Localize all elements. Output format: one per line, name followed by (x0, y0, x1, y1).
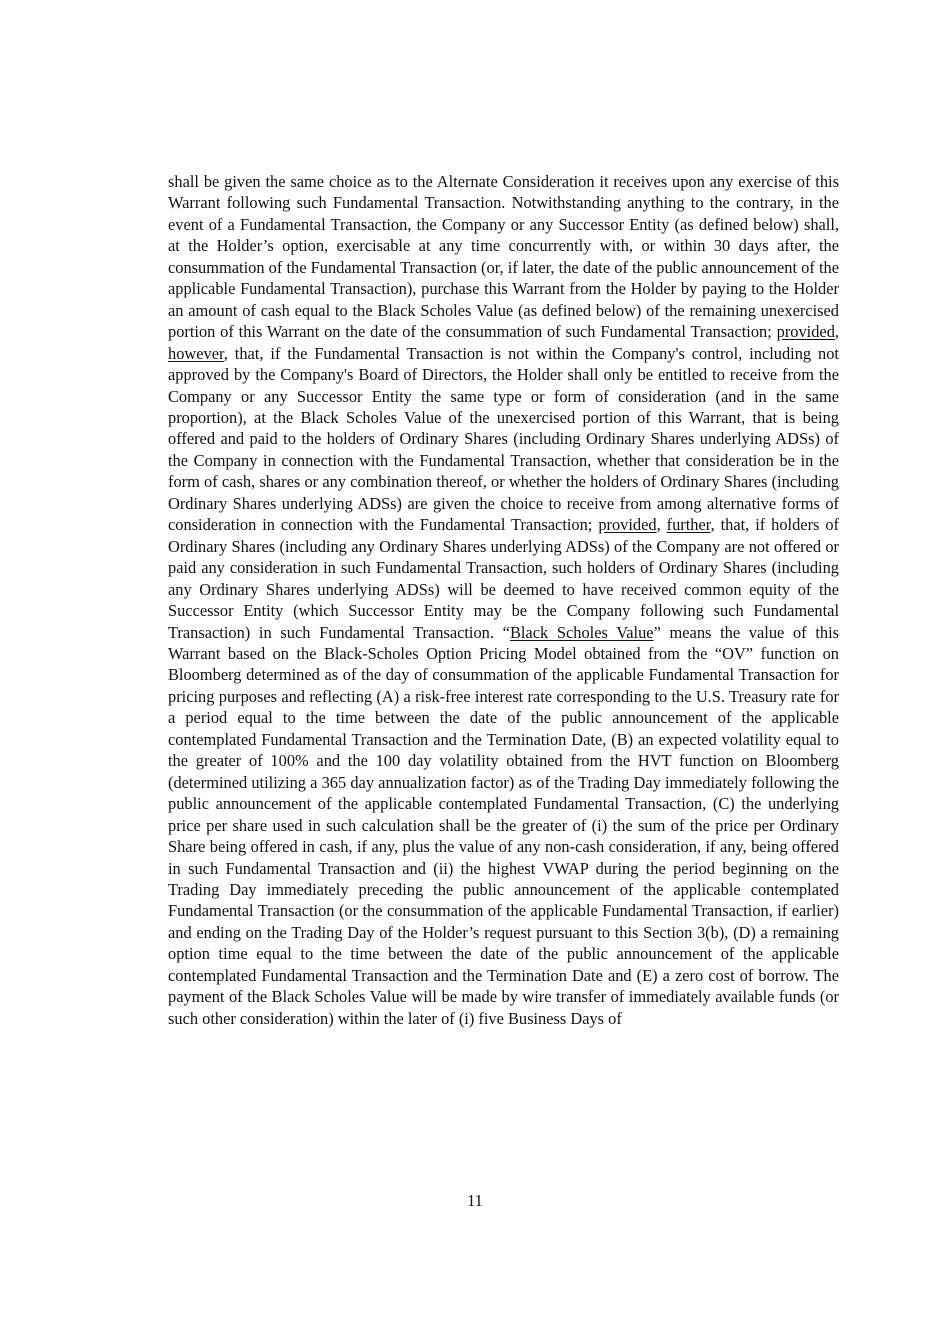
page-number: 11 (467, 1191, 483, 1210)
paragraph-text: shall be given the same choice as to the Alternate Consideration it receives upon any exercise of this Warrant following such Fundamental Transaction. Notwithstanding anything to the contrary, in the event of a Fundamental Transaction, the Company or any Successor Entity (as defined below) shall, at the Holder’s option, exercisable at any time concurrently with, or within 30 days after, the consummation of the Fundamental Transaction (or, if later, the date of the public announcement of the applicable Fundamental Transaction), purchase this Warrant from the Holder by paying to the Holder an amount of cash equal to the Black Scholes Value (as defined below) of the remaining unexercised portion of this Warrant on the date of the consummation of such Fundamental Transaction; (168, 172, 839, 342)
however-term: however (168, 343, 224, 363)
further-term: further (666, 515, 711, 535)
paragraph-text: , (656, 515, 667, 535)
body-paragraph (168, 171, 839, 1029)
paragraph-text: , that, if holders of Ordinary Shares (including any Ordinary Shares underlying ADSs) of the Company are not offered or paid any consideration in such Fundamental Transaction, such holders of Ordinary Shares (including any Ordinary Shares underlying ADSs) will be deemed to have received common equity of the Successor Entity (which Successor Entity may be the Company following such Fundamental Transaction) in such Fundamental Transaction. “ (168, 515, 839, 642)
paragraph-text: , (834, 322, 839, 342)
provided-term: provided (776, 322, 835, 342)
provided-term: provided (598, 515, 657, 535)
defined-term-black-scholes-value: Black Scholes Value (509, 622, 654, 642)
paragraph-text: , that, if the Fundamental Transaction is not within the Company's control, including not approved by the Company's Board of Directors, the Holder shall only be entitled to receive from the Company or any Successor Entity the same type or form of consideration (and in the same proportion), at the Black Scholes Value of the unexercised portion of this Warrant, that is being offered and paid to the holders of Ordinary Shares (including Ordinary Shares underlying ADSs) of the Company in connection with the Fundamental Transaction, whether that consideration be in the form of cash, shares or any combination thereof, or whether the holders of Ordinary Shares (including Ordinary Shares underlying ADSs) are given the choice to receive from among alternative forms of consideration in connection with the Fundamental Transaction; (168, 343, 839, 535)
paragraph-text: ” means the value of this Warrant based on the Black-Scholes Option Pricing Model obtained from the “OV” function on Bloomberg determined as of the day of consummation of the applicable Fundamental Transaction for pricing purposes and reflecting (A) a risk-free interest rate corresponding to the U.S. Treasury rate for a period equal to the time between the date of the public announcement of the applicable contemplated Fundamental Transaction and the Termination Date, (B) an expected volatility equal to the greater of 100% and the 100 day volatility obtained from the HVT function on Bloomberg (determined utilizing a 365 day annualization factor) as of the Trading Day immediately following the public announcement of the applicable contemplated Fundamental Transaction, (C) the underlying price per share used in such calculation shall be the greater of (i) the sum of the price per Ordinary Share being offered in cash, if any, plus the value of any non-cash consideration, if any, being offered in such Fundamental Transaction and (ii) the highest VWAP during the period beginning on the Trading Day immediately preceding the public announcement of the applicable contemplated Fundamental Transaction (or the consummation of the applicable Fundamental Transaction, if earlier) and ending on the Trading Day of the Holder’s request pursuant to this Section 3(b), (D) a remaining option time equal to the time between the date of the public announcement of the applicable contemplated Fundamental Transaction and the Termination Date and (E) a zero cost of borrow. The payment of the Black Scholes Value will be made by wire transfer of immediately available funds (or such other consideration) within the later of (i) five Business Days of (168, 622, 840, 1028)
